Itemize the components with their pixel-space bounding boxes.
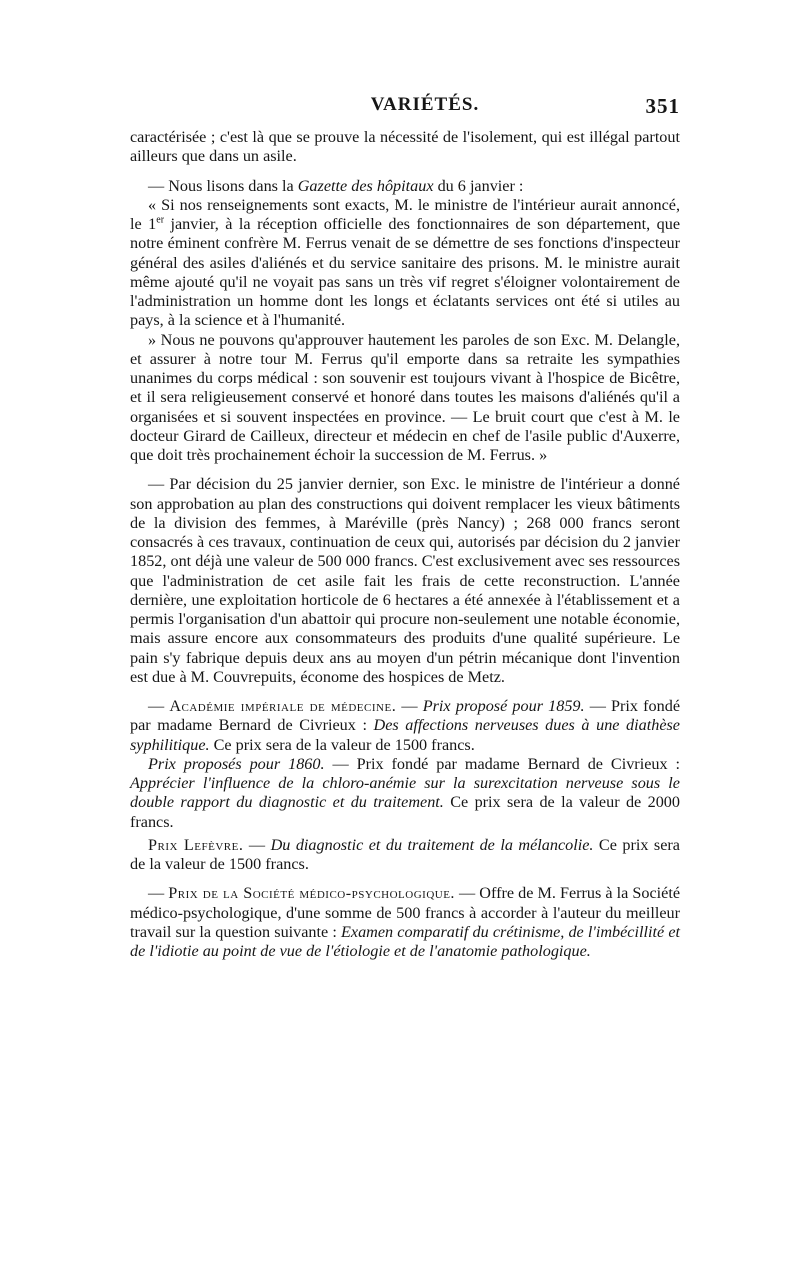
paragraph-text: — [396,697,423,715]
running-head-title: VARIÉTÉS. [370,94,480,115]
ordinal-superscript: er [156,214,165,226]
paragraph-text: — [148,884,169,903]
paragraph-text: du 6 janvier : [433,176,524,195]
paragraph-continuation [130,128,680,167]
paragraph-gazette-intro [130,177,680,196]
journal-title: Gazette des hôpitaux [297,176,434,195]
paragraph-prix-lefevre [130,836,680,875]
paragraph-text: — Par décision du 25 janvier dernier, son Exc. le ministre de l'intérieur a donné son approbation au plan des constructions qui doivent remplacer les vieux bâtiments de la division des femmes, à Maréville (près Nancy) ; 268 000 francs seront consacrés à ces travaux, continuation de ceux qui, autorisés par décision du 2 janvier 1852, ont déjà une valeur de 500 000 francs. C'est exclusivement avec ses ressources que l'administration de cet asile fait les frais de cette reconstruction. L'année dernière, une exploitation horticole de 6 hectares a été annexée à l'établissement et a permis l'organisation d'un abattoir qui procure non-seulement une notable économie, mais assure encore aux consommateurs des produits d'une qualité supérieure. Le pain s'y fabrique depuis deux ans au moyen d'un pétrin mécanique dont l'invention est due à M. Couvrepuits, économe des hospices de Metz. [130,475,680,686]
paragraph-text: Ce prix sera de la valeur de 2000 francs. [130,793,680,831]
paragraph-prix-1860 [130,755,680,832]
section-heading: Prix Lefèvre. [148,835,244,854]
book-page [130,94,680,1204]
paragraph-academie [130,697,680,755]
paragraph-text: — [243,835,271,854]
body-text [130,128,680,961]
prize-year: Prix proposé pour 1859. [422,697,585,715]
prize-year: Prix proposés pour 1860. [148,754,325,773]
section-heading: Prix de la Société médico-psychologique. [168,884,455,903]
prize-subject: Apprécier l'influence de la chloro-anémie sur la surexcitation nerveuse sous le double rapport du diagnostic et du traitement. [130,774,680,812]
prize-subject: Du diagnostic et du traitement de la mélancolie. [270,835,594,854]
running-head [130,94,680,128]
paragraph-text: caractérisée ; c'est là que se prouve la nécessité de l'isolement, qui est illégal partout ailleurs que dans un asile. [130,128,680,166]
paragraph-text: Ce prix sera de la valeur de 1500 francs. [130,835,680,873]
paragraph-quote-ferrus [130,196,680,331]
paragraph-text: — Prix fondé par madame Bernard de Civrieux : [130,697,681,735]
paragraph-text: — Offre de M. Ferrus à la Société médico-psychologique, d'une somme de 500 francs à accorder à l'auteur du meilleur travail sur la question suivante : [130,884,680,941]
paragraph-text: — Prix fondé par madame Bernard de Civrieux : [324,754,680,773]
paragraph-text: — Nous lisons dans la [148,176,298,195]
page-number: 351 [645,94,680,118]
paragraph-societe [130,884,680,961]
paragraph-text: » Nous ne pouvons qu'approuver hautement les paroles de son Exc. M. Delangle, et assurer à notre tour M. Ferrus qu'il emporte dans sa retraite les sympathies unanimes du corps médical : son souvenir est toujours vivant à l'hospice de Bicêtre, et il sera religieusement conservé et honoré dans toutes les maisons d'aliénés qu'il a organisées et si souvent inspectées en province. — Le bruit court que c'est à M. le docteur Girard de Cailleux, directeur et médecin en chef de l'asile public d'Auxerre, que doit très prochainement échoir la succession de M. Ferrus. » [130,330,680,464]
paragraph-text: Ce prix sera de la valeur de 1500 francs. [209,735,475,754]
paragraph-text: « Si nos renseignements sont exacts, M. le ministre de l'intérieur aurait annoncé, le 1 [130,195,680,233]
paragraph-text: janvier, à la réception officielle des fonctionnaires de son département, que notre éminent confrère M. Ferrus venait de se démettre de ses fonctions d'inspecteur général des asiles d'aliénés et du service sanitaire des prisons. M. le ministre aurait même ajouté qu'il ne voyait pas sans un très vif regret s'éloigner volontairement de l'administration un homme dont les longs et éclatants services ont été si utiles au pays, à la science et à l'humanité. [130,215,680,330]
prize-subject: Examen comparatif du crétinisme, de l'imbécillité et de l'idiotie au point de vue de l'étiologie et de l'anatomie pathologique. [130,922,680,960]
section-heading: Académie impériale de médecine. [169,697,397,715]
paragraph-mareville [130,475,680,687]
paragraph-quote-delangle [130,331,680,466]
prize-subject: Des affections nerveuses dues à une diathèse syphilitique. [130,716,680,754]
paragraph-text: — [148,697,170,715]
